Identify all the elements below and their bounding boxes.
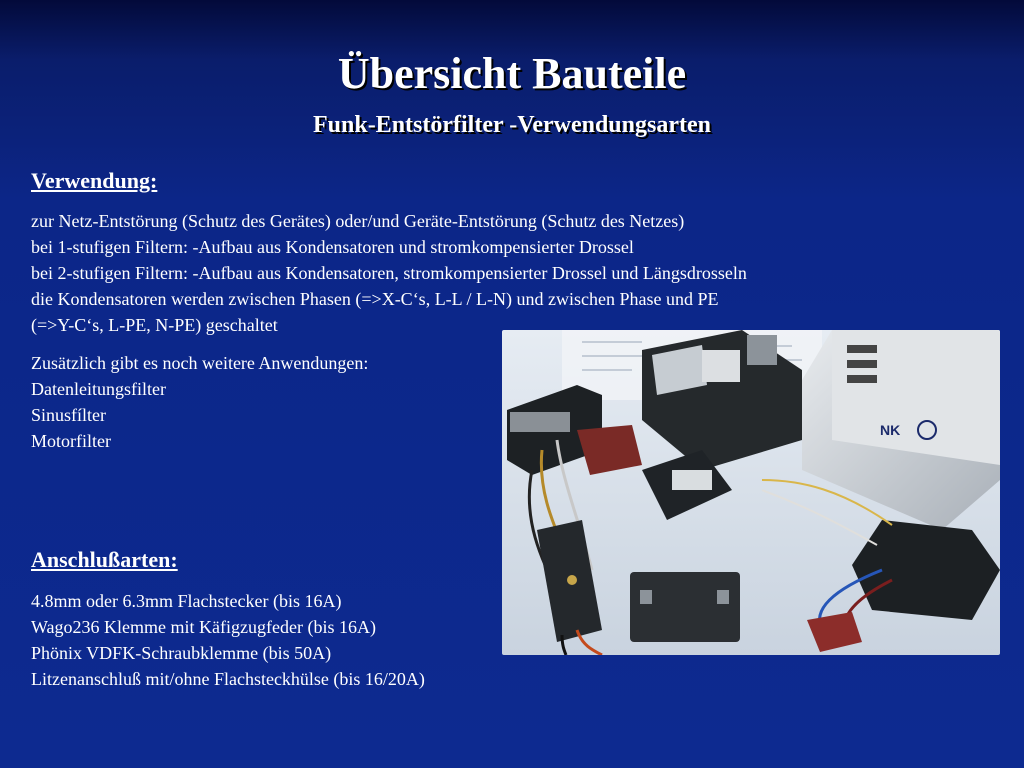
verwendung-heading: Verwendung: — [31, 168, 158, 193]
verwendung-line: die Kondensatoren werden zwischen Phasen (=>X-C‘s, L-L / L-N) und zwischen Phase und PE — [31, 289, 719, 309]
anschluss-line: Litzenanschluß mit/ohne Flachsteckhülse (bis 16/20A) — [31, 669, 425, 689]
filter-components-photo — [502, 330, 1000, 655]
anschluss-line: Wago236 Klemme mit Käfigzugfeder (bis 16A) — [31, 617, 376, 637]
additional-line: Datenleitungsfilter — [31, 379, 166, 399]
slide-title: Übersicht Bauteile — [337, 49, 687, 98]
additional-line: Zusätzlich gibt es noch weitere Anwendungen: — [31, 353, 369, 373]
additional-line: Motorfilter — [31, 431, 111, 451]
filter-block-bottom — [630, 572, 740, 642]
additional-applications — [31, 350, 368, 454]
anschluss-text — [31, 588, 425, 692]
anschluss-heading: Anschlußarten: — [31, 547, 178, 572]
verwendung-line: (=>Y-C‘s, L-PE, N-PE) geschaltet — [31, 315, 278, 335]
verwendung-line: zur Netz-Entstörung (Schutz des Gerätes) oder/und Geräte-Entstörung (Schutz des Netzes) — [31, 211, 685, 231]
anschluss-line: Phönix VDFK-Schraubklemme (bis 50A) — [31, 643, 332, 663]
slide-subtitle: Funk-Entstörfilter -Verwendungsarten — [312, 112, 711, 138]
verwendung-text — [31, 208, 747, 338]
verwendung-line: bei 2-stufigen Filtern: -Aufbau aus Kondensatoren, stromkompensierter Drossel und Längsdrosseln — [31, 263, 747, 283]
anschluss-line: 4.8mm oder 6.3mm Flachstecker (bis 16A) — [31, 591, 342, 611]
verwendung-line: bei 1-stufigen Filtern: -Aufbau aus Kondensatoren und stromkompensierter Drossel — [31, 237, 634, 257]
additional-line: Sinusfílter — [31, 405, 106, 425]
nk-logo: NK — [880, 422, 901, 438]
